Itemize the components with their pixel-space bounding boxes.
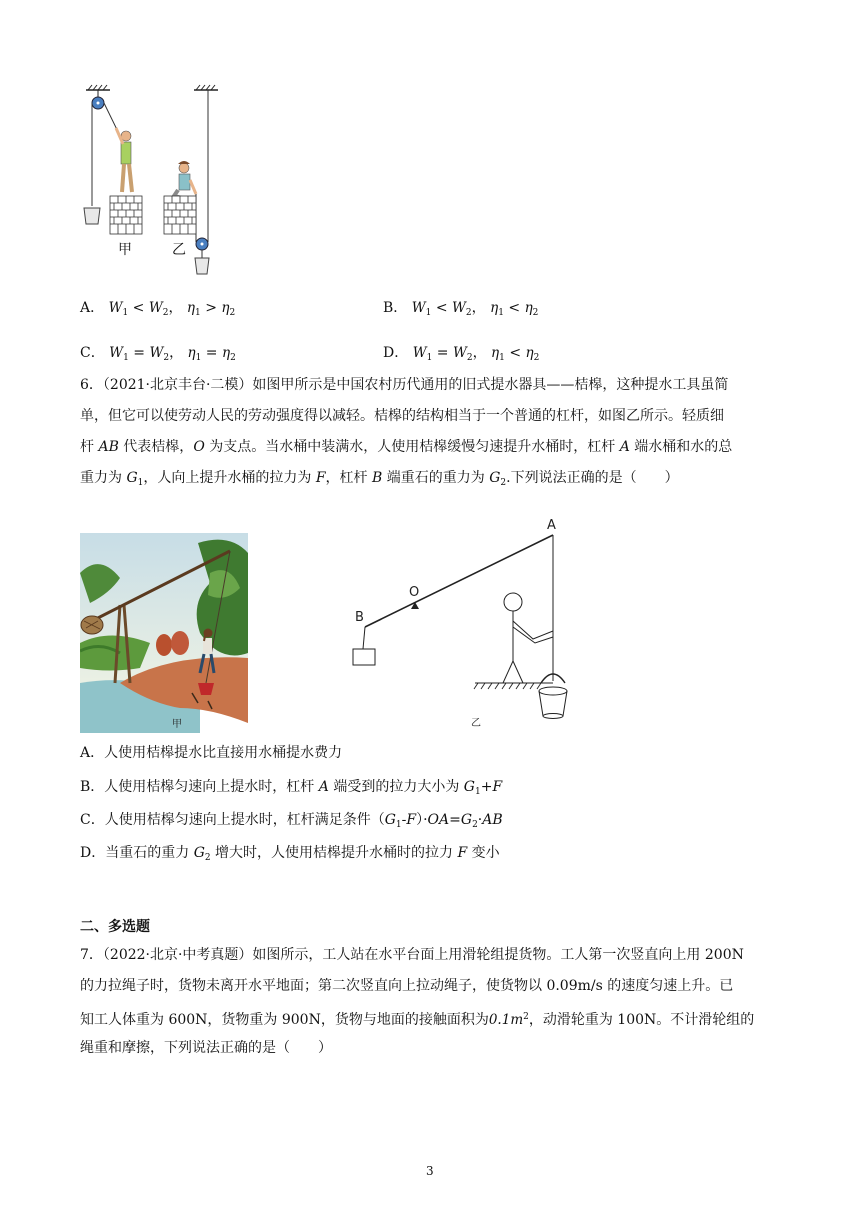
- lever-point-a: A: [547, 518, 556, 533]
- q5-b-rel2: <: [508, 300, 521, 316]
- q5-option-b: B． $W_1 < W_2$， $\eta_1 < \eta_2$: [383, 300, 539, 318]
- q7-stem-line4: 绳重和摩擦，下列说法正确的是（ ）: [80, 1040, 332, 1056]
- page-number: 3: [426, 1164, 434, 1178]
- q7-stem-line3: 知工人体重为 600N，货物重为 900N，货物与地面的接触面积为$0.1m^2$，动滑轮重为 100N。不计滑轮组的: [80, 1012, 755, 1028]
- figure1-label-yi: 乙: [172, 242, 186, 258]
- lever-point-o: O: [409, 585, 420, 600]
- q5-a-rel2: >: [205, 300, 217, 316]
- q7-stem-line1: 7．（2022·北京·中考真题）如图所示，工人站在水平台面上用滑轮组提货物。工人第一次竖直向上用 200N: [80, 947, 744, 963]
- q7-stem-line2: 的力拉绳子时，货物未离开水平地面；第二次竖直向上拉动绳子，使货物以 0.09m/s 的速度匀速上升。已: [80, 978, 734, 994]
- q5-a-rel1: <: [132, 300, 145, 316]
- figure1-label-jia: 甲: [118, 242, 132, 258]
- q6-option-c: C．人使用桔槔匀速向上提水时，杠杆满足条件$(G_1-F)\cdot OA=G_2\cdot AB$: [80, 812, 503, 830]
- q5-b-rel1: <: [435, 300, 448, 316]
- q6-option-d: D．当重石的重力 $G_2$ 增大时，人使用桔槔提升水桶时的拉力 F 变小: [80, 845, 500, 863]
- lever-point-b: B: [355, 610, 364, 625]
- q6-stem-line2: 单，但它可以使劳动人民的劳动强度得以减轻。桔槔的结构相当于一个普通的杠杆，如图乙所示。轻质细: [80, 408, 724, 424]
- q5-d-rel2: <: [509, 345, 522, 361]
- q6-option-b: B．人使用桔槔匀速向上提水时，杠杆 A 端受到的拉力大小为 $G_1+F$: [80, 779, 503, 797]
- q5-option-d: D． $W_1 = W_2$， $\eta_1 < \eta_2$: [383, 345, 540, 363]
- q6-stem-line3: 杆 AB 代表桔槔，O 为支点。当水桶中装满水，人使用桔槔缓慢匀速提升水桶时，杠杆 A 端水桶和水的总: [80, 439, 733, 455]
- figure2-caption-jia: 甲: [172, 719, 182, 730]
- figure-pulley-jia-yi: [78, 84, 228, 280]
- q5-c-rel1: =: [133, 345, 145, 361]
- q5-d-rel1: =: [436, 345, 449, 361]
- section-title-multiple-choice: 二、多选题: [80, 919, 150, 935]
- figure-lever-diagram: [345, 513, 585, 733]
- q5-option-a: A． $W_1 < W_2$， $\eta_1 > \eta_2$: [80, 300, 236, 318]
- q5-c-rel2: =: [205, 345, 218, 361]
- figure-jiegao-illustration: [80, 533, 248, 733]
- q5-option-c: C． $W_1 = W_2$， $\eta_1 = \eta_2$: [80, 345, 236, 363]
- q6-stem-line4: 重力为 $G_1$，人向上提升水桶的拉力为 F，杠杆 B 端重石的重力为 $G_2$.下列说法正确的是（ ）: [80, 470, 679, 488]
- figure2-caption-yi: 乙: [471, 718, 481, 729]
- q6-stem-line1: 6．（2021·北京丰台·二模）如图甲所示是中国农村历代通用的旧式提水器具——桔槔，这种提水工具虽简: [80, 377, 729, 393]
- q6-option-a: A．人使用桔槔提水比直接用水桶提水费力: [80, 745, 343, 761]
